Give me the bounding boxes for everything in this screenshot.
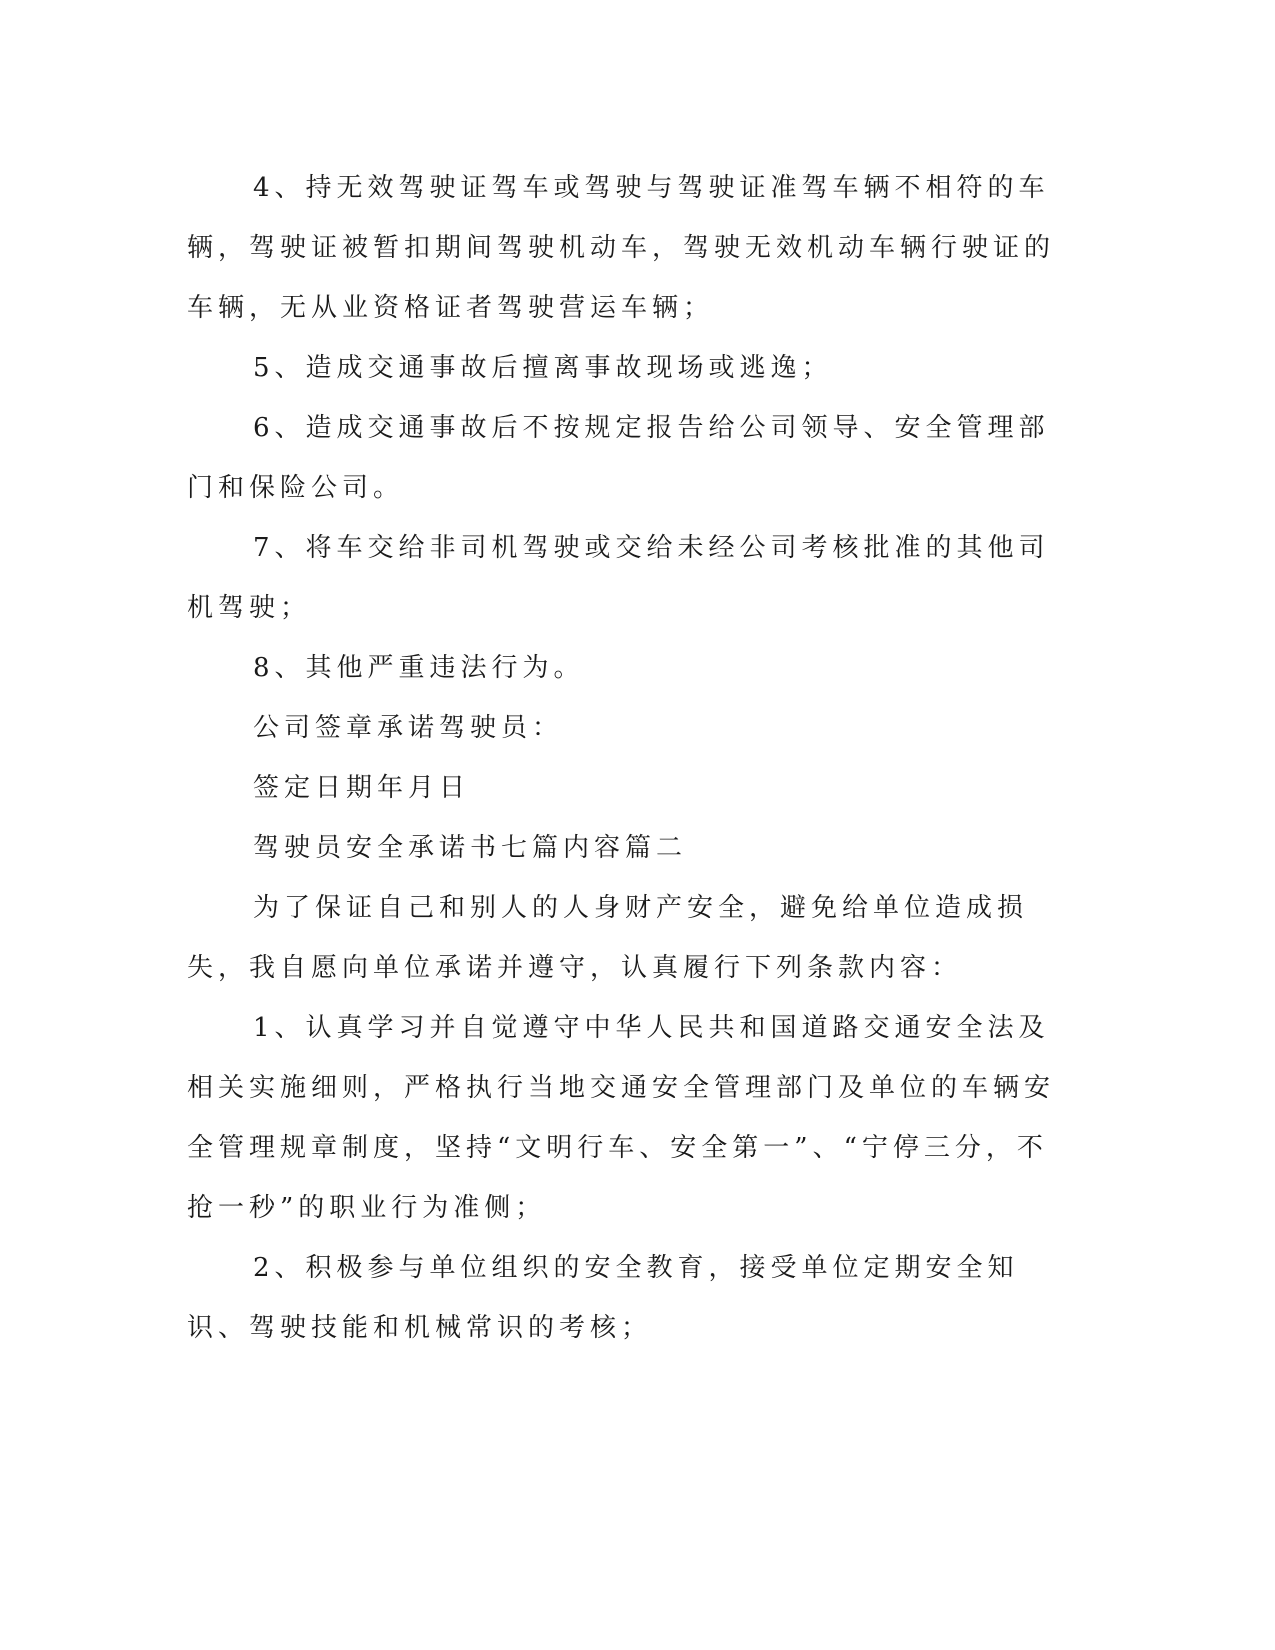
signature-line: 公司签章承诺驾驶员：: [253, 713, 564, 743]
clause-5-paragraph: 5、造成交通事故后擅离事故现场或逃逸；: [253, 353, 833, 383]
clause-1-paragraph: 1、认真学习并自觉遵守中华人民共和国道路交通安全法及相关实施细则，严格执行当地交通安全管理部门及单位的车辆安全管理规章制度，坚持“文明行车、安全第一”、“宁停三分，不抢一秒”的职业行为准侧；: [187, 1013, 1056, 1223]
clause-6-paragraph: 6、造成交通事故后不按规定报告给公司领导、安全管理部门和保险公司。: [187, 413, 1050, 503]
date-line: 签定日期年月日: [253, 773, 471, 803]
document-body: [187, 158, 1067, 1358]
clause-7-paragraph: 7、将车交给非司机驾驶或交给未经公司考核批准的其他司机驾驶；: [187, 533, 1050, 623]
clause-2-paragraph: 2、积极参与单位组织的安全教育，接受单位定期安全知识、驾驶技能和机械常识的考核；: [187, 1253, 1019, 1343]
clause-8-paragraph: 8、其他严重违法行为。: [253, 653, 585, 683]
section-heading: 驾驶员安全承诺书七篇内容篇二: [253, 833, 688, 863]
intro-paragraph: 为了保证自己和别人的人身财产安全，避免给单位造成损失，我自愿向单位承诺并遵守，认真履行下列条款内容：: [187, 893, 1029, 983]
clause-4-paragraph: 4、持无效驾驶证驾车或驾驶与驾驶证准驾车辆不相符的车辆，驾驶证被暂扣期间驾驶机动车，驾驶无效机动车辆行驶证的车辆，无从业资格证者驾驶营运车辆；: [187, 173, 1056, 323]
